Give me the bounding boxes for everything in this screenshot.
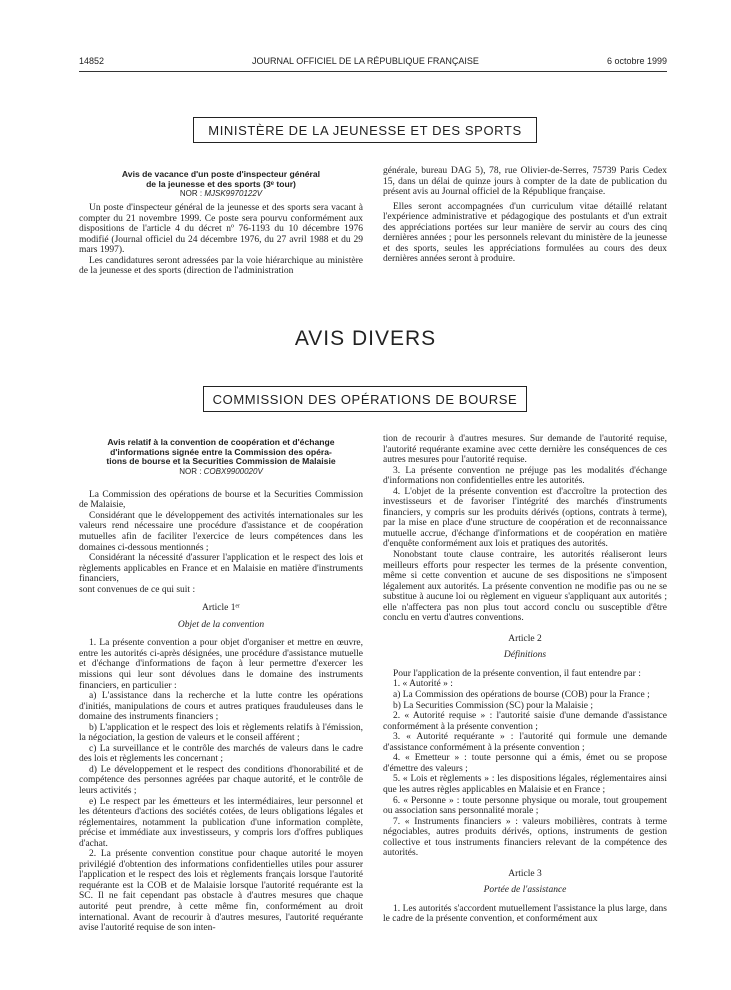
- avis2-nor: NOR : COBX9900020V: [179, 466, 263, 476]
- article-2-title: Article 2: [508, 633, 542, 644]
- paragraph: e) Le respect par les émetteurs et les intermédiaires, leur personnel et les détenteurs d'actions des sociétés cotées, de leurs obligations légales et réglementaires, notamment la publication d'une information complète, précise et immédiate aux investisseurs, y compris lors d'offres publiques d'achat.: [79, 796, 363, 849]
- paragraph: Considérant que le développement des activités internationales sur les valeurs rend nécessaire une procédure d'assistance et de coopération mutuelles afin de faciliter l'exercice de leurs compétences dans les domaines ci-dessous mentionnés ;: [79, 510, 363, 553]
- article-3-title: Article 3: [508, 868, 542, 879]
- paragraph: sont convenues de ce qui suit :: [79, 584, 196, 595]
- paragraph: Les candidatures seront adressées par la voie hiérarchique au ministère de la jeunesse et des sports (direction de l'administration: [79, 255, 363, 277]
- paragraph: d) Le développement et le respect des conditions d'honorabilité et de compétence des personnes agréées par chaque autorité, et le contrôle de leurs activités ;: [79, 764, 363, 796]
- paragraph: Elles seront accompagnées d'un curriculum vitae détaillé relatant l'expérience administrative et pédagogique des postulants et d'un extrait des appréciations portées sur leur manière de servir au cours des cinq dernières années ; pour les personnels relevant du ministère de la jeunesse et des sports, seules les appréciations formulées au cours des deux dernières années seront à produire.: [383, 201, 667, 265]
- commission-heading: COMMISSION DES OPÉRATIONS DE BOURSE: [203, 386, 527, 412]
- paragraph: Nonobstant toute clause contraire, les autorités réaliseront leurs meilleurs efforts pour respecter les termes de la présente convention, même si cette convention et aucune de ses dispositions ne s'imposent légalement aux autorités. La présente convention ne modifie pas ou ne se substitue à aucune loi ou règlement en vigueur s'appliquant aux autorités ; elle n'affectera pas non plus tout accord conclu ou susceptible d'être conclu en vertu d'autres conventions.: [383, 550, 667, 624]
- ministry-heading: MINISTÈRE DE LA JEUNESSE ET DES SPORTS: [193, 117, 537, 143]
- paragraph: 3. « Autorité requérante » : l'autorité qui formule une demande d'assistance conformément à la présente convention ;: [383, 732, 667, 753]
- paragraph: tion de recourir à d'autres mesures. Sur demande de l'autorité requise, l'autorité requérante examine avec cette dernière les conséquences de ces autres mesures pour l'autorité requise.: [383, 434, 667, 466]
- paragraph: 1. « Autorité » :: [393, 679, 453, 690]
- page-number: 14852: [79, 56, 105, 66]
- section-title: AVIS DIVERS: [294, 327, 437, 350]
- paragraph: a) L'assistance dans la recherche et la lutte contre les opérations d'initiés, manipulations de cours et autres pratiques frauduleuses dans le domaine des instruments financiers ;: [79, 691, 363, 723]
- article-3-subtitle: Portée de l'assistance: [483, 885, 567, 896]
- header-rule: [79, 71, 667, 72]
- paragraph: a) La Commission des opérations de bourse (COB) pour la France ;: [393, 690, 650, 701]
- paragraph: 5. « Lois et règlements » : les dispositions légales, réglementaires ainsi que les autres règles applicables en Malaisie et en France ;: [383, 774, 667, 795]
- avis1-left-column: [79, 170, 363, 277]
- paragraph: 4. L'objet de la présente convention est d'accroître la protection des investisseurs et de favoriser l'intégrité des marchés d'instruments financiers, y compris sur les produits dérivés (options, contrats à terme), par la mise en place d'une structure de coopération et de reconnaissance mutuelle accrue, d'échange d'informations et de coopération en matière d'enquête conformément aux lois et pratiques des autorités.: [383, 486, 667, 550]
- avis2-right-column: [383, 434, 667, 925]
- paragraph: 3. La présente convention ne préjuge pas les modalités d'échange d'informations non confidentielles entre les autorités.: [383, 465, 667, 487]
- paragraph: Un poste d'inspecteur général de la jeunesse et des sports sera vacant à compter du 21 novembre 1999. Ce poste sera pourvu conformément aux dispositions de l'article 4 du décret nº 76-1193 du 10 décembre 1976 modifié (Journal officiel du 24 décembre 1976, du 27 avril 1988 et du 29 mars 1997).: [79, 203, 363, 256]
- avis1-right-column: [383, 166, 667, 265]
- paragraph: b) L'application et le respect des lois et règlements relatifs à l'émission, la négociation, la gestion de valeurs et le conseil afférent ;: [79, 722, 363, 744]
- journal-title: JOURNAL OFFICIEL DE LA RÉPUBLIQUE FRANÇAISE: [252, 56, 479, 66]
- avis1-nor: NOR : MJSK9970122V: [179, 189, 263, 199]
- paragraph: générale, bureau DAG 5), 78, rue Olivier-de-Serres, 75739 Paris Cedex 15, dans un délai de quinze jours à compter de la date de publication du présent avis au Journal officiel de la République française.: [383, 166, 667, 198]
- article-1-subtitle: Objet de la convention: [177, 619, 265, 630]
- paragraph: b) La Securities Commission (SC) pour la Malaisie ;: [393, 700, 594, 711]
- paragraph: c) La surveillance et le contrôle des marchés de valeurs dans le cadre des lois et règlements les concernant ;: [79, 743, 363, 765]
- avis1-title: Avis de vacance d'un poste d'inspecteur général de la jeunesse et des sports (3ᵉ tour): [121, 169, 321, 189]
- paragraph: 1. La présente convention a pour objet d'organiser et mettre en œuvre, entre les autorités ci-après désignées, une procédure d'assistance mutuelle et d'échange d'informations de façon à leur permettre d'exercer les missions qui leur sont dévolues dans le domaine des instruments financiers, en particulier :: [79, 638, 363, 691]
- paragraph: 2. « Autorité requise » : l'autorité saisie d'une demande d'assistance conformément à la présente convention ;: [383, 711, 667, 732]
- paragraph: Pour l'application de la présente convention, il faut entendre par :: [393, 668, 641, 679]
- issue-date: 6 octobre 1999: [606, 56, 667, 66]
- paragraph: 1. Les autorités s'accordent mutuellement l'assistance la plus large, dans le cadre de la présente convention, et conformément aux: [383, 903, 667, 925]
- paragraph: 4. « Emetteur » : toute personne qui a émis, émet ou se propose d'émettre des valeurs ;: [383, 753, 667, 774]
- paragraph: 2. La présente convention constitue pour chaque autorité le moyen privilégié d'obtention des informations confidentielles utiles pour assurer l'application et le respect des lois et règlements français lorsque l'autorité requérante est la COB et de Malaisie lorsque l'autorité requérante est la SC. Il ne fait cependant pas obstacle à d'autres mesures que chaque autorité peut prendre, à cette même fin, conformément au droit international. Avant de recourir à d'autres mesures, l'autorité requérante avise l'autorité requise de son inten-: [79, 849, 363, 934]
- article-1-title: Article 1ᵉʳ: [202, 603, 240, 614]
- paragraph: La Commission des opérations de bourse et la Securities Commission de Malaisie,: [79, 489, 363, 511]
- avis2-left-column: [79, 438, 363, 934]
- paragraph: 6. « Personne » : toute personne physique ou morale, tout groupement ou association sans personnalité morale ;: [383, 795, 667, 817]
- avis2-title: Avis relatif à la convention de coopération et d'échange d'informations signée entre la Commission des opéra- tions de bourse et la Securities Commission de Malaisie: [106, 437, 336, 467]
- paragraph: 7. « Instruments financiers » : valeurs mobilières, contrats à terme négociables, autres produits dérivés, options, instruments de gestion collective et tous instruments financiers relevant de la compétence des autorités.: [383, 816, 667, 859]
- article-2-subtitle: Définitions: [503, 650, 547, 661]
- paragraph: Considérant la nécessité d'assurer l'application et le respect des lois et règlements applicables en France et en Malaisie en matière d'instruments financiers,: [79, 553, 363, 585]
